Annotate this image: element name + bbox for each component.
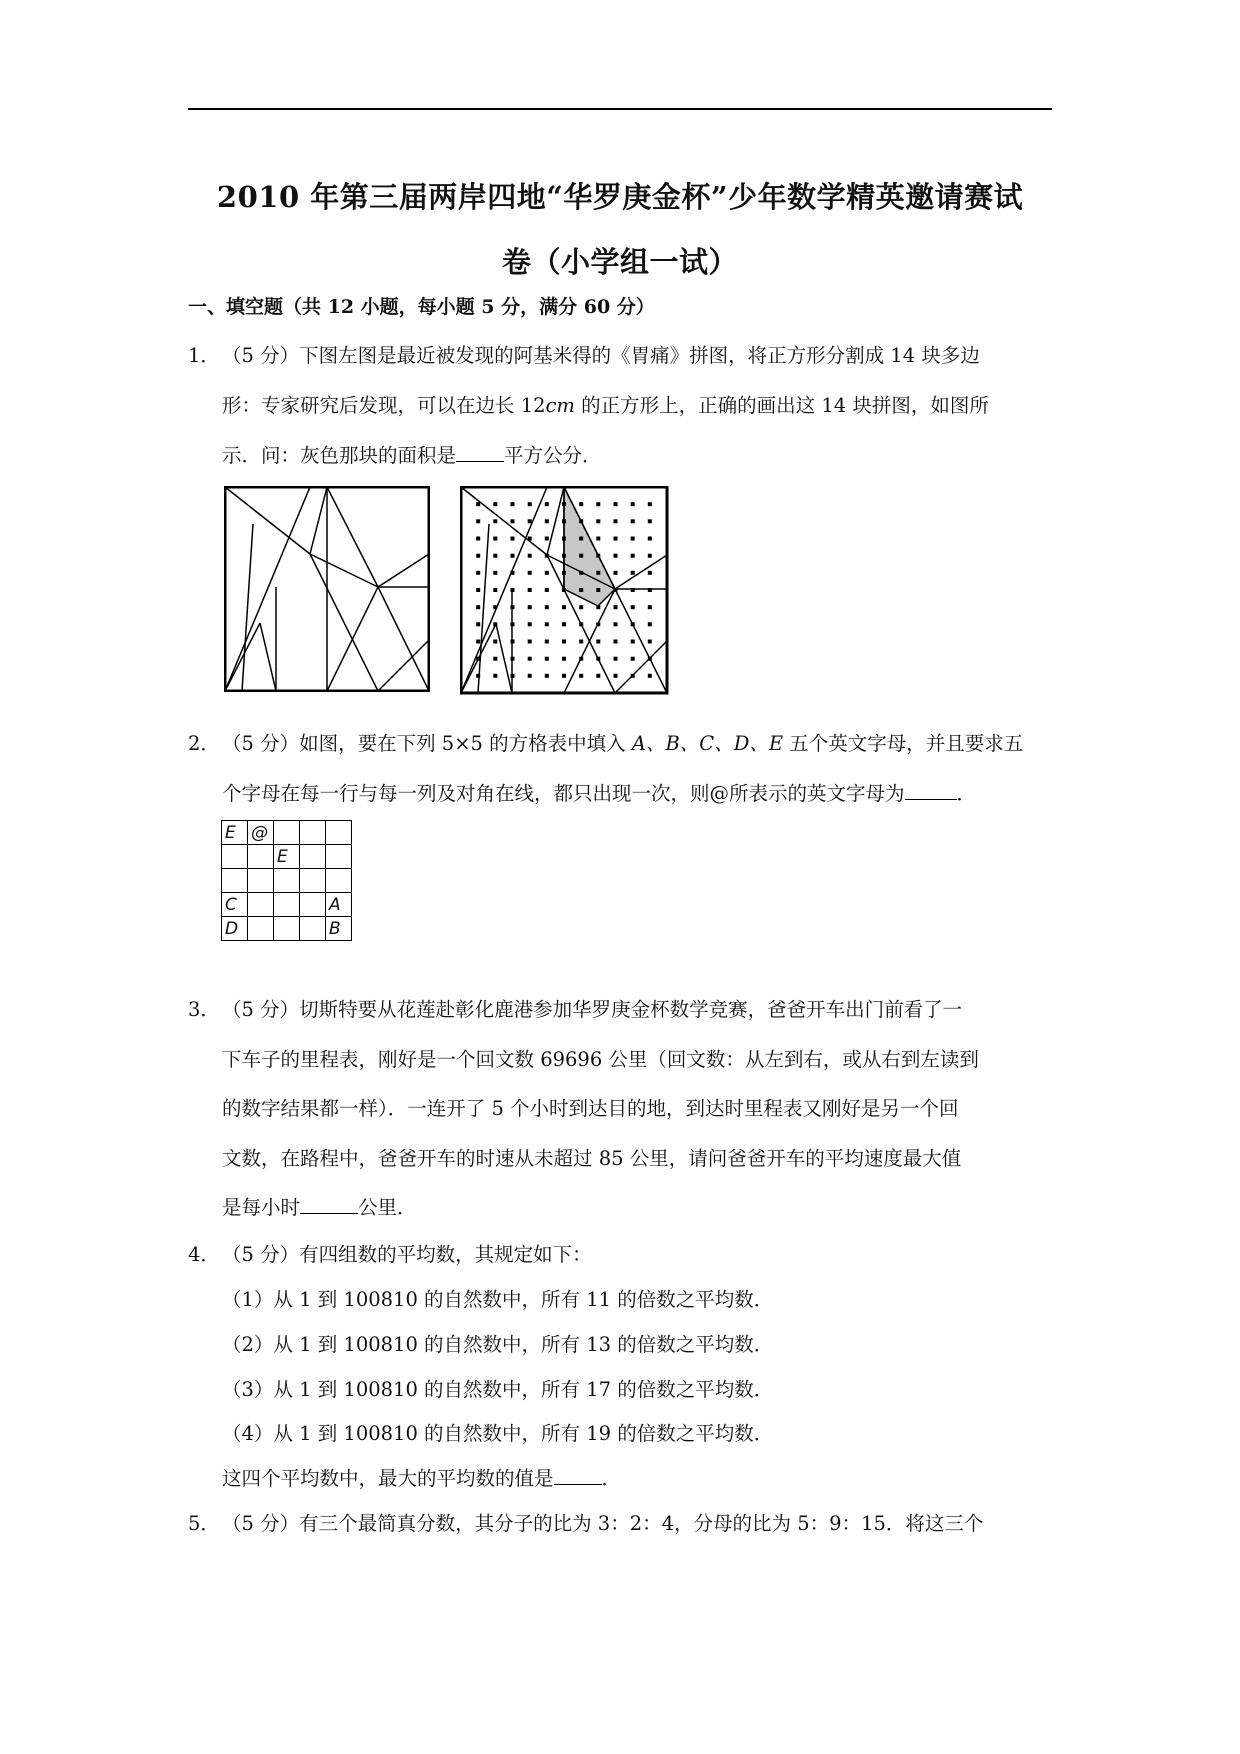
grid-dot bbox=[528, 622, 532, 626]
stomachion-figure-left bbox=[224, 486, 430, 692]
grid-cell bbox=[300, 917, 326, 941]
top-rule bbox=[188, 108, 1052, 110]
grid-dot bbox=[545, 605, 549, 609]
grid-dot bbox=[493, 588, 497, 592]
grid-dot bbox=[528, 554, 532, 558]
q4-sub-1: （1）从 1 到 100810 的自然数中，所有 11 的倍数之平均数． bbox=[222, 1288, 774, 1311]
grid-dot bbox=[631, 605, 635, 609]
q1-number: 1． bbox=[188, 344, 220, 367]
grid-dot bbox=[596, 674, 600, 678]
grid-dot bbox=[476, 640, 480, 644]
q4-sub-2: （2）从 1 到 100810 的自然数中，所有 13 的倍数之平均数． bbox=[222, 1333, 774, 1356]
grid-dot bbox=[596, 502, 600, 506]
grid-dot bbox=[631, 537, 635, 541]
grid-dot bbox=[476, 622, 480, 626]
grid-dot bbox=[476, 588, 480, 592]
answer-blank bbox=[300, 1197, 358, 1214]
grid-dot bbox=[476, 605, 480, 609]
grid-dot bbox=[631, 571, 635, 575]
grid-dot bbox=[614, 554, 618, 558]
q2-line-1: （5 分）如图，要在下列 5×5 的方格表中填入 A、B、C、D、E 五个英文字母，并且要求五 bbox=[222, 732, 1024, 755]
grid-dot bbox=[631, 502, 635, 506]
grid-dot bbox=[562, 605, 566, 609]
grid-cell bbox=[300, 845, 326, 869]
q5-line-1: （5 分）有三个最简真分数，其分子的比为 3：2：4，分母的比为 5：9：15．将这三个 bbox=[222, 1512, 984, 1535]
grid-dot bbox=[614, 674, 618, 678]
grid-dot bbox=[579, 605, 583, 609]
grid-dot bbox=[631, 657, 635, 661]
grid-dot bbox=[562, 657, 566, 661]
grid-dot bbox=[579, 674, 583, 678]
grid-dot bbox=[596, 588, 600, 592]
grid-dot bbox=[648, 640, 652, 644]
q5-number: 5． bbox=[188, 1512, 220, 1535]
q1-line-3: 示．问：灰色那块的面积是 平方公分． bbox=[222, 444, 602, 467]
section-heading: 一、填空题（共 12 小题，每小题 5 分，满分 60 分） bbox=[188, 296, 655, 318]
q1-line-1: （5 分）下图左图是最近被发现的阿基米得的《胃痛》拼图，将正方形分割成 14 块多边 bbox=[222, 344, 980, 367]
grid-dot bbox=[596, 605, 600, 609]
grid-cell bbox=[248, 845, 274, 869]
q4-sub-4: （4）从 1 到 100810 的自然数中，所有 19 的倍数之平均数． bbox=[222, 1422, 774, 1445]
grid-dot bbox=[493, 554, 497, 558]
grid-dot bbox=[528, 605, 532, 609]
grid-cell bbox=[248, 917, 274, 941]
grid-dot bbox=[545, 588, 549, 592]
grid-dot bbox=[511, 502, 515, 506]
grid-cell bbox=[300, 893, 326, 917]
title-line-1: 2010 年第三届两岸四地“华罗庚金杯”少年数学精英邀请赛试 bbox=[216, 180, 1024, 214]
q3-line-3: 的数字结果都一样）．一连开了 5 个小时到达目的地，到达时里程表又刚好是另一个回 bbox=[222, 1097, 959, 1120]
grid-cell bbox=[222, 845, 248, 869]
q3-line-4: 文数，在路程中，爸爸开车的时速从未超过 85 公里，请问爸爸开车的平均速度最大值 bbox=[222, 1147, 962, 1170]
grid-dot bbox=[493, 674, 497, 678]
q4-number: 4． bbox=[188, 1243, 220, 1266]
grid-dot bbox=[648, 519, 652, 523]
grid-dot bbox=[545, 519, 549, 523]
grid-dot bbox=[648, 674, 652, 678]
grid-dot bbox=[476, 571, 480, 575]
grid-dot bbox=[545, 502, 549, 506]
grid-dot bbox=[648, 622, 652, 626]
q3-number: 3． bbox=[188, 998, 220, 1021]
grid-cell: E bbox=[274, 845, 300, 869]
grid-dot bbox=[631, 519, 635, 523]
grid-cell bbox=[274, 869, 300, 893]
grid-dot bbox=[493, 657, 497, 661]
grid-dot bbox=[614, 640, 618, 644]
grid-dot bbox=[562, 674, 566, 678]
grid-cell bbox=[248, 869, 274, 893]
grid-dot bbox=[528, 502, 532, 506]
grid-dot bbox=[476, 537, 480, 541]
grid-dot bbox=[596, 640, 600, 644]
q3-line-5: 是每小时 公里． bbox=[222, 1196, 417, 1219]
grid-dot bbox=[511, 554, 515, 558]
q3-line-1: （5 分）切斯特要从花莲赴彰化鹿港参加华罗庚金杯数学竞赛，爸爸开车出门前看了一 bbox=[222, 998, 963, 1021]
grid-dot bbox=[493, 519, 497, 523]
grid-cell bbox=[326, 821, 352, 845]
grid-dot bbox=[596, 537, 600, 541]
grid-dot bbox=[648, 502, 652, 506]
grid-dot bbox=[562, 640, 566, 644]
grid-dot bbox=[596, 571, 600, 575]
grid-dot bbox=[579, 502, 583, 506]
grid-cell bbox=[248, 893, 274, 917]
grid-dot bbox=[528, 640, 532, 644]
answer-blank bbox=[554, 1468, 602, 1485]
grid-dot bbox=[545, 571, 549, 575]
grid-dot bbox=[614, 571, 618, 575]
grid-dot bbox=[528, 519, 532, 523]
grid-dot bbox=[579, 588, 583, 592]
grid-dot bbox=[528, 674, 532, 678]
grid-dot bbox=[614, 605, 618, 609]
grid-cell bbox=[222, 869, 248, 893]
grid-dot bbox=[579, 537, 583, 541]
grid-dot bbox=[614, 519, 618, 523]
grid-dot bbox=[596, 519, 600, 523]
grid-dot bbox=[631, 554, 635, 558]
grid-dot bbox=[476, 554, 480, 558]
grid-cell bbox=[300, 869, 326, 893]
grid-dot bbox=[493, 640, 497, 644]
grid-cell: @ bbox=[248, 821, 274, 845]
grid-cell: D bbox=[222, 917, 248, 941]
grid-dot bbox=[493, 571, 497, 575]
grid-cell: B bbox=[326, 917, 352, 941]
q3-line-2: 下车子的里程表，刚好是一个回文数 69696 公里（回文数：从左到右，或从右到左读到 bbox=[222, 1048, 979, 1071]
grid-cell: E bbox=[222, 821, 248, 845]
grid-dot bbox=[579, 640, 583, 644]
grid-dot bbox=[614, 502, 618, 506]
grid-dot bbox=[493, 502, 497, 506]
grid-dot bbox=[528, 571, 532, 575]
grid-dot bbox=[614, 622, 618, 626]
grid-dot bbox=[614, 657, 618, 661]
letter-grid bbox=[221, 820, 352, 941]
grid-dot bbox=[545, 640, 549, 644]
grid-dot bbox=[545, 622, 549, 626]
grid-dot bbox=[493, 537, 497, 541]
grid-dot bbox=[511, 519, 515, 523]
grid-dot bbox=[579, 554, 583, 558]
q4-sub-3: （3）从 1 到 100810 的自然数中，所有 17 的倍数之平均数． bbox=[222, 1378, 774, 1401]
grid-cell: A bbox=[326, 893, 352, 917]
grid-dot bbox=[648, 605, 652, 609]
q2-line-2: 个字母在每一行与每一列及对角在线，都只出现一次，则@所表示的英文字母为 ． bbox=[222, 782, 977, 805]
grid-cell: C bbox=[222, 893, 248, 917]
grid-dot bbox=[562, 622, 566, 626]
grid-dot bbox=[545, 674, 549, 678]
grid-cell bbox=[274, 821, 300, 845]
grid-dot bbox=[545, 537, 549, 541]
grid-dot bbox=[648, 537, 652, 541]
answer-blank bbox=[456, 445, 504, 462]
grid-dot bbox=[545, 657, 549, 661]
stomachion-figure-right bbox=[460, 486, 670, 696]
grid-cell bbox=[274, 917, 300, 941]
q4-line-1: （5 分）有四组数的平均数，其规定如下： bbox=[222, 1243, 592, 1266]
grid-cell bbox=[300, 821, 326, 845]
grid-cell bbox=[274, 893, 300, 917]
grid-dot bbox=[648, 554, 652, 558]
grid-dot bbox=[648, 571, 652, 575]
answer-blank bbox=[905, 783, 957, 800]
grid-dot bbox=[476, 502, 480, 506]
grid-dot bbox=[614, 537, 618, 541]
grid-dot bbox=[511, 537, 515, 541]
q2-number: 2． bbox=[188, 732, 220, 755]
grid-dot bbox=[528, 588, 532, 592]
q1-line-2: 形：专家研究后发现，可以在边长 12cm 的正方形上，正确的画出这 14 块拼图，如图所 bbox=[222, 394, 989, 417]
grid-dot bbox=[476, 519, 480, 523]
grid-dot bbox=[528, 657, 532, 661]
grid-dot bbox=[631, 640, 635, 644]
q4-line-6: 这四个平均数中，最大的平均数的值是 ． bbox=[222, 1467, 622, 1490]
grid-cell bbox=[326, 845, 352, 869]
title-line-2: 卷（小学组一试） bbox=[501, 245, 738, 279]
grid-cell bbox=[326, 869, 352, 893]
